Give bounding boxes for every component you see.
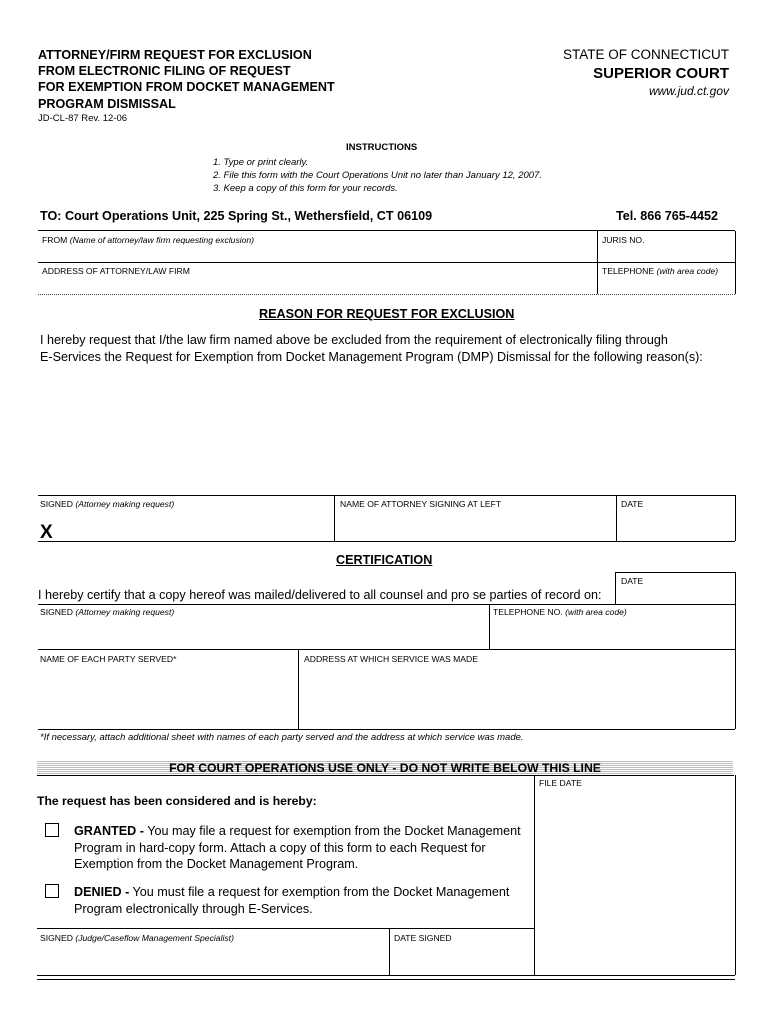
divider	[37, 979, 735, 980]
form-number: JD-CL-87 Rev. 12-06	[38, 113, 128, 124]
from-label: FROM	[42, 235, 68, 245]
divider	[38, 604, 735, 605]
certification-date-field[interactable]	[621, 576, 643, 586]
divider	[534, 775, 535, 975]
granted-text: You may file a request for exemption from the Docket Management Program in hard-copy form. Attach a copy of this form to each Request for Exemption from the Docket Management Program.	[74, 824, 521, 871]
certification-date-label: DATE	[621, 576, 644, 586]
court-use-banner: FOR COURT OPERATIONS USE ONLY - DO NOT WRITE BELOW THIS LINE	[169, 761, 601, 775]
attorney-name-label: NAME OF ATTORNEY SIGNING AT LEFT	[340, 499, 502, 509]
party-served-label: NAME OF EACH PARTY SERVED*	[40, 654, 177, 664]
from-note: (Name of attorney/law firm requesting exclusion)	[69, 235, 255, 245]
service-address-field[interactable]	[304, 654, 478, 664]
divider	[38, 262, 735, 263]
court-website: www.jud.ct.gov	[648, 84, 729, 98]
date-label: DATE	[621, 499, 644, 509]
telephone-note: (with area code)	[656, 266, 719, 276]
address-label: ADDRESS OF ATTORNEY/LAW FIRM	[42, 266, 190, 276]
divider	[615, 572, 616, 604]
divider	[615, 572, 735, 573]
to-address: TO: Court Operations Unit, 225 Spring St., Wethersfield, CT 06109	[40, 209, 433, 223]
divider	[389, 928, 390, 975]
divider	[489, 604, 490, 649]
divider	[735, 649, 736, 729]
judge-signed-note: (Judge/Caseflow Management Specialist)	[75, 933, 234, 943]
form-title-line-2: FROM ELECTRONIC FILING OF REQUEST	[38, 64, 291, 79]
service-address-label: ADDRESS AT WHICH SERVICE WAS MADE	[304, 654, 478, 664]
reason-text	[40, 332, 740, 366]
signed-note: (Attorney making request)	[75, 499, 175, 509]
reason-area[interactable]	[38, 372, 735, 492]
divider	[38, 649, 735, 650]
reason-text-line: I hereby request that I/the law firm named above be excluded from the requirement of electronically filing through	[40, 333, 668, 347]
file-date-field[interactable]	[539, 778, 582, 788]
certification-heading: CERTIFICATION	[336, 553, 433, 567]
certification-text: I hereby certify that a copy hereof was mailed/delivered to all counsel and pro se parties of record on:	[38, 588, 602, 602]
divider	[735, 231, 736, 294]
granted-option	[74, 823, 534, 873]
divider	[735, 775, 736, 975]
reason-text-line: E-Services the Request for Exemption from Docket Management Program (DMP) Dismissal for the following reason(s):	[40, 350, 703, 364]
divider	[735, 604, 736, 649]
from-field[interactable]	[42, 235, 254, 245]
signed-label: SIGNED	[40, 499, 73, 509]
date-signed-label: DATE SIGNED	[394, 933, 452, 943]
reason-heading: REASON FOR REQUEST FOR EXCLUSION	[259, 307, 515, 321]
considered-text: The request has been considered and is hereby:	[37, 794, 317, 808]
certification-signed-note: (Attorney making request)	[75, 607, 175, 617]
date-field[interactable]	[621, 499, 643, 509]
court-name: SUPERIOR COURT	[593, 65, 729, 82]
certification-signature-field[interactable]	[40, 607, 174, 617]
divider	[298, 649, 299, 729]
juris-no-field[interactable]	[602, 235, 645, 245]
state-name: STATE OF CONNECTICUT	[563, 47, 729, 62]
signature-field[interactable]	[40, 499, 174, 509]
divider	[616, 495, 617, 541]
divider	[38, 541, 735, 542]
divider	[37, 975, 735, 976]
instruction-item: 2. File this form with the Court Operations Unit no later than January 12, 2007.	[213, 170, 542, 182]
divider	[38, 729, 735, 730]
divider	[37, 928, 534, 929]
divider	[735, 495, 736, 541]
divider	[38, 230, 735, 231]
telephone-label: TELEPHONE	[602, 266, 655, 276]
to-telephone: Tel. 866 765-4452	[616, 209, 718, 223]
instructions-list	[213, 156, 542, 196]
form-title-line-4: PROGRAM DISMISSAL	[38, 96, 176, 111]
granted-label: GRANTED -	[74, 824, 144, 838]
form-title-line-3: FOR EXEMPTION FROM DOCKET MANAGEMENT	[38, 80, 335, 95]
denied-checkbox[interactable]	[45, 884, 59, 898]
party-served-field[interactable]	[40, 654, 176, 664]
instruction-item: 1. Type or print clearly.	[213, 157, 309, 168]
divider	[735, 572, 736, 604]
judge-signature-field[interactable]	[40, 933, 234, 943]
telephone-field[interactable]	[602, 266, 718, 276]
certification-phone-note: (with area code)	[565, 607, 627, 617]
juris-label: JURIS NO.	[602, 235, 645, 245]
denied-text: You must file a request for exemption from the Docket Management Program electronically through E-Services.	[74, 885, 510, 916]
denied-label: DENIED -	[74, 885, 130, 899]
date-signed-field[interactable]	[394, 933, 452, 943]
judge-signed-label: SIGNED	[40, 933, 73, 943]
divider	[38, 294, 735, 295]
instructions-heading: INSTRUCTIONS	[346, 142, 418, 153]
certification-footnote: *If necessary, attach additional sheet with names of each party served and the address at which service was made.	[40, 732, 524, 743]
certification-phone-field[interactable]	[493, 607, 627, 617]
attorney-name-field[interactable]	[340, 499, 501, 509]
denied-option	[74, 884, 534, 917]
file-date-label: FILE DATE	[539, 778, 582, 788]
instruction-item: 3. Keep a copy of this form for your records.	[213, 183, 398, 195]
divider	[334, 495, 335, 541]
form-title-line-1: ATTORNEY/FIRM REQUEST FOR EXCLUSION	[38, 48, 312, 62]
form-title	[38, 47, 398, 112]
divider	[37, 775, 734, 776]
divider	[38, 495, 735, 496]
granted-checkbox[interactable]	[45, 823, 59, 837]
signature-x-mark: X	[40, 522, 53, 543]
certification-phone-label: TELEPHONE NO.	[493, 607, 563, 617]
address-field[interactable]	[42, 266, 190, 276]
certification-signed-label: SIGNED	[40, 607, 73, 617]
